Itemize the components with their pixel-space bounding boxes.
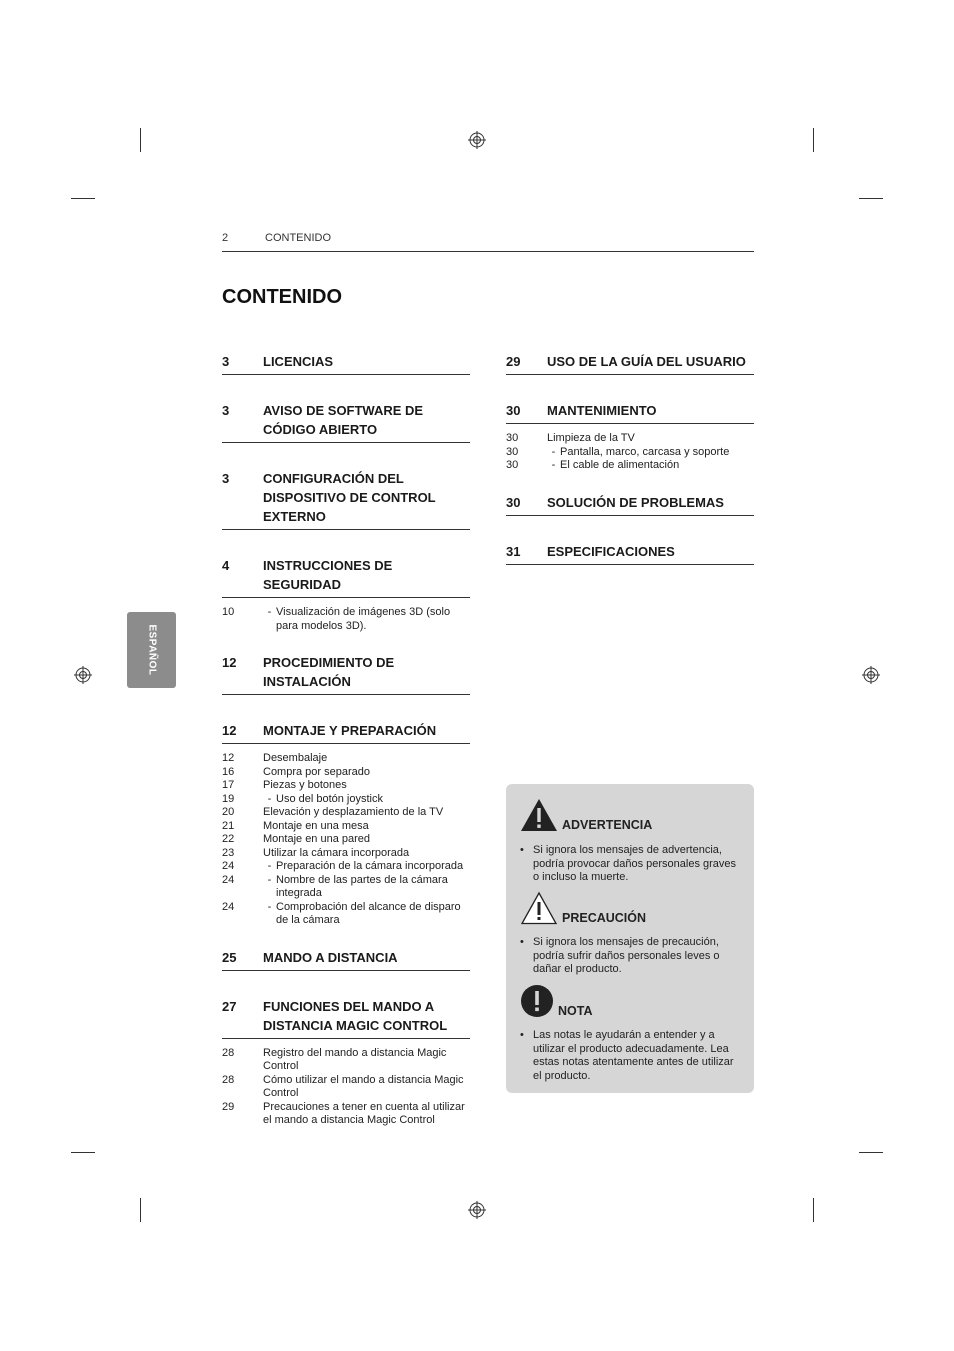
toc-section-title: USO DE LA GUÍA DEL USUARIO — [547, 354, 746, 369]
toc-item-page-number: 24 — [222, 860, 235, 872]
toc-item-page-number: 30 — [506, 445, 519, 458]
toc-section-heading — [222, 948, 470, 971]
toc-item-list — [222, 1047, 470, 1128]
toc-item-page-number: 21 — [222, 819, 235, 832]
toc-section — [506, 401, 754, 473]
toc-item — [222, 860, 470, 874]
toc-item-text: Elevación y desplazamiento de la TV — [263, 806, 444, 818]
toc-section-heading — [506, 352, 754, 375]
toc-section — [222, 997, 470, 1128]
sub-item-dash: - — [267, 860, 272, 872]
crop-mark — [813, 128, 814, 152]
toc-item-page-number: 30 — [506, 459, 519, 471]
toc-item — [222, 779, 470, 793]
toc-section-title: MONTAJE Y PREPARACIÓN — [263, 723, 437, 738]
toc-section — [222, 352, 470, 375]
note-heading — [520, 984, 593, 1018]
toc-item — [506, 432, 754, 446]
toc-section-heading — [222, 352, 470, 375]
toc-item — [222, 806, 470, 820]
toc-page-number: 25 — [222, 949, 237, 965]
sub-item-dash: - — [267, 606, 272, 618]
crop-mark — [71, 1152, 95, 1153]
toc-item-text: Utilizar la cámara incorporada — [263, 846, 410, 859]
warning-heading — [520, 798, 652, 832]
toc-item-page-number: 16 — [222, 765, 235, 778]
toc-item-page-number: 22 — [222, 833, 235, 845]
sub-item-dash: - — [267, 900, 272, 913]
toc-item-page-number: 29 — [222, 1100, 235, 1113]
toc-section-heading — [222, 401, 470, 443]
sub-item-dash: - — [551, 445, 556, 458]
toc-page-number: 4 — [222, 558, 230, 573]
crop-mark — [859, 1152, 883, 1153]
caution-heading — [520, 891, 646, 925]
registration-mark-icon — [74, 666, 92, 684]
toc-item-text: Comprobación del alcance de disparo de la cámara — [276, 900, 461, 926]
toc-page-number: 29 — [506, 354, 521, 369]
toc-page-number: 3 — [222, 403, 230, 418]
crop-mark — [813, 1198, 814, 1222]
safety-notes-box — [506, 784, 754, 1093]
toc-item-text: Montaje en una mesa — [263, 819, 369, 832]
toc-section-heading — [222, 721, 470, 744]
toc-item-text: Visualización de imágenes 3D (solo para modelos 3D). — [276, 606, 451, 632]
toc-item-page-number: 30 — [506, 432, 519, 444]
toc-item-page-number: 23 — [222, 846, 235, 859]
toc-section-title: INSTRUCCIONES DE SEGURIDAD — [263, 558, 393, 592]
toc-left-column — [222, 352, 470, 1148]
toc-item-text: Piezas y botones — [263, 779, 347, 791]
toc-item-page-number: 28 — [222, 1046, 235, 1059]
toc-section-title: CONFIGURACIÓN DEL DISPOSITIVO DE CONTROL EXTERNO — [263, 471, 436, 524]
toc-section-title: PROCEDIMIENTO DE INSTALACIÓN — [263, 655, 395, 689]
toc-item — [222, 820, 470, 834]
toc-item-list — [506, 432, 754, 473]
toc-item-text: Desembalaje — [263, 752, 328, 764]
toc-section-title: LICENCIAS — [263, 354, 334, 369]
language-tab-label: ESPAÑOL — [146, 624, 157, 676]
note-icon — [520, 984, 554, 1018]
toc-section-heading — [506, 542, 754, 565]
toc-item-page-number: 24 — [222, 873, 235, 886]
warning-label: ADVERTENCIA — [562, 818, 653, 832]
header-rule — [222, 251, 754, 252]
toc-item-text: Compra por separado — [263, 765, 371, 778]
toc-item-text: Preparación de la cámara incorporada — [276, 860, 464, 872]
toc-item — [222, 1101, 470, 1128]
toc-section-heading — [222, 556, 470, 598]
toc-right-column — [506, 352, 754, 591]
note-label: NOTA — [558, 1004, 593, 1018]
toc-page-number: 30 — [506, 403, 521, 418]
toc-page-number: 12 — [222, 723, 237, 738]
toc-section — [222, 469, 470, 530]
toc-item-text: El cable de alimentación — [560, 459, 680, 471]
warning-text: • Si ignora los mensajes de advertencia, podría provocar daños personales graves o incluso la muerte. — [520, 844, 737, 883]
header-title: CONTENIDO — [265, 232, 331, 244]
toc-section-title: MANDO A DISTANCIA — [263, 949, 398, 965]
toc-section-title: AVISO DE SOFTWARE DE CÓDIGO ABIERTO — [263, 403, 424, 437]
toc-section — [222, 721, 470, 928]
caution-text: • Si ignora los mensajes de precaución, podría sufrir daños personales leves o dañar el producto. — [520, 936, 720, 975]
toc-section — [506, 352, 754, 375]
toc-item-text: Montaje en una pared — [263, 833, 371, 845]
page-number: 2 — [222, 232, 229, 244]
toc-item — [222, 793, 470, 807]
toc-item — [222, 1047, 470, 1074]
caution-icon — [520, 891, 558, 925]
toc-item — [222, 901, 470, 928]
toc-section-title: SOLUCIÓN DE PROBLEMAS — [547, 494, 724, 510]
registration-mark-icon — [468, 1201, 486, 1219]
crop-mark — [71, 198, 95, 199]
toc-page-number: 12 — [222, 655, 237, 670]
toc-section — [506, 493, 754, 516]
caution-label: PRECAUCIÓN — [562, 911, 647, 925]
toc-item-page-number: 12 — [222, 752, 235, 764]
toc-section-heading — [222, 469, 470, 530]
toc-section — [222, 401, 470, 443]
toc-item — [222, 606, 470, 633]
toc-item — [222, 874, 470, 901]
toc-item — [506, 459, 754, 473]
toc-item-text: Cómo utilizar el mando a distancia Magic Control — [263, 1073, 464, 1099]
toc-section-heading — [222, 997, 470, 1039]
toc-page-number: 3 — [222, 354, 230, 369]
toc-page-number: 3 — [222, 471, 230, 486]
toc-item-list — [222, 606, 470, 633]
sub-item-dash: - — [267, 873, 272, 886]
crop-mark — [140, 128, 141, 152]
toc-page-number: 30 — [506, 494, 521, 510]
toc-item — [506, 446, 754, 460]
toc-item-page-number: 19 — [222, 792, 235, 805]
toc-item-list — [222, 752, 470, 928]
toc-section-heading — [506, 401, 754, 424]
toc-item-page-number: 28 — [222, 1073, 235, 1086]
toc-section — [222, 653, 470, 695]
toc-item-text: Uso del botón joystick — [276, 792, 383, 805]
toc-section-title: MANTENIMIENTO — [547, 403, 657, 418]
toc-item-text: Pantalla, marco, carcasa y soporte — [560, 445, 730, 458]
toc-page-number: 27 — [222, 998, 237, 1014]
toc-section-heading — [222, 653, 470, 695]
toc-section-title: FUNCIONES DEL MANDO A DISTANCIA MAGIC CONTROL — [263, 998, 448, 1033]
toc-item-text: Registro del mando a distancia Magic Control — [263, 1046, 447, 1072]
toc-item-text: Nombre de las partes de la cámara integrada — [276, 873, 448, 899]
note-text: • Las notas le ayudarán a entender y a utilizar el producto adecuadamente. Lea estas notas atentamente antes de utilizar el producto. — [520, 1029, 734, 1082]
toc-section — [222, 556, 470, 633]
toc-item-text: Precauciones a tener en cuenta al utilizar el mando a distancia Magic Control — [263, 1100, 465, 1126]
toc-item-page-number: 24 — [222, 900, 235, 913]
toc-section-heading — [506, 493, 754, 516]
warning-icon — [520, 798, 558, 832]
toc-item — [222, 766, 470, 780]
crop-mark — [140, 1198, 141, 1222]
sub-item-dash: - — [551, 459, 556, 471]
toc-section — [506, 542, 754, 565]
toc-item-page-number: 10 — [222, 606, 235, 618]
toc-item — [222, 752, 470, 766]
toc-item — [222, 1074, 470, 1101]
toc-page-number: 31 — [506, 543, 521, 559]
language-tab — [127, 612, 176, 688]
toc-section-title: ESPECIFICACIONES — [547, 543, 675, 559]
toc-item-text: Limpieza de la TV — [547, 432, 635, 444]
toc-item-page-number: 17 — [222, 779, 235, 791]
toc-item — [222, 847, 470, 861]
page-title: CONTENIDO — [222, 286, 342, 308]
toc-item — [222, 833, 470, 847]
registration-mark-icon — [468, 131, 486, 149]
toc-section — [222, 948, 470, 971]
registration-mark-icon — [862, 666, 880, 684]
toc-item-page-number: 20 — [222, 806, 235, 818]
crop-mark — [859, 198, 883, 199]
sub-item-dash: - — [267, 792, 272, 805]
